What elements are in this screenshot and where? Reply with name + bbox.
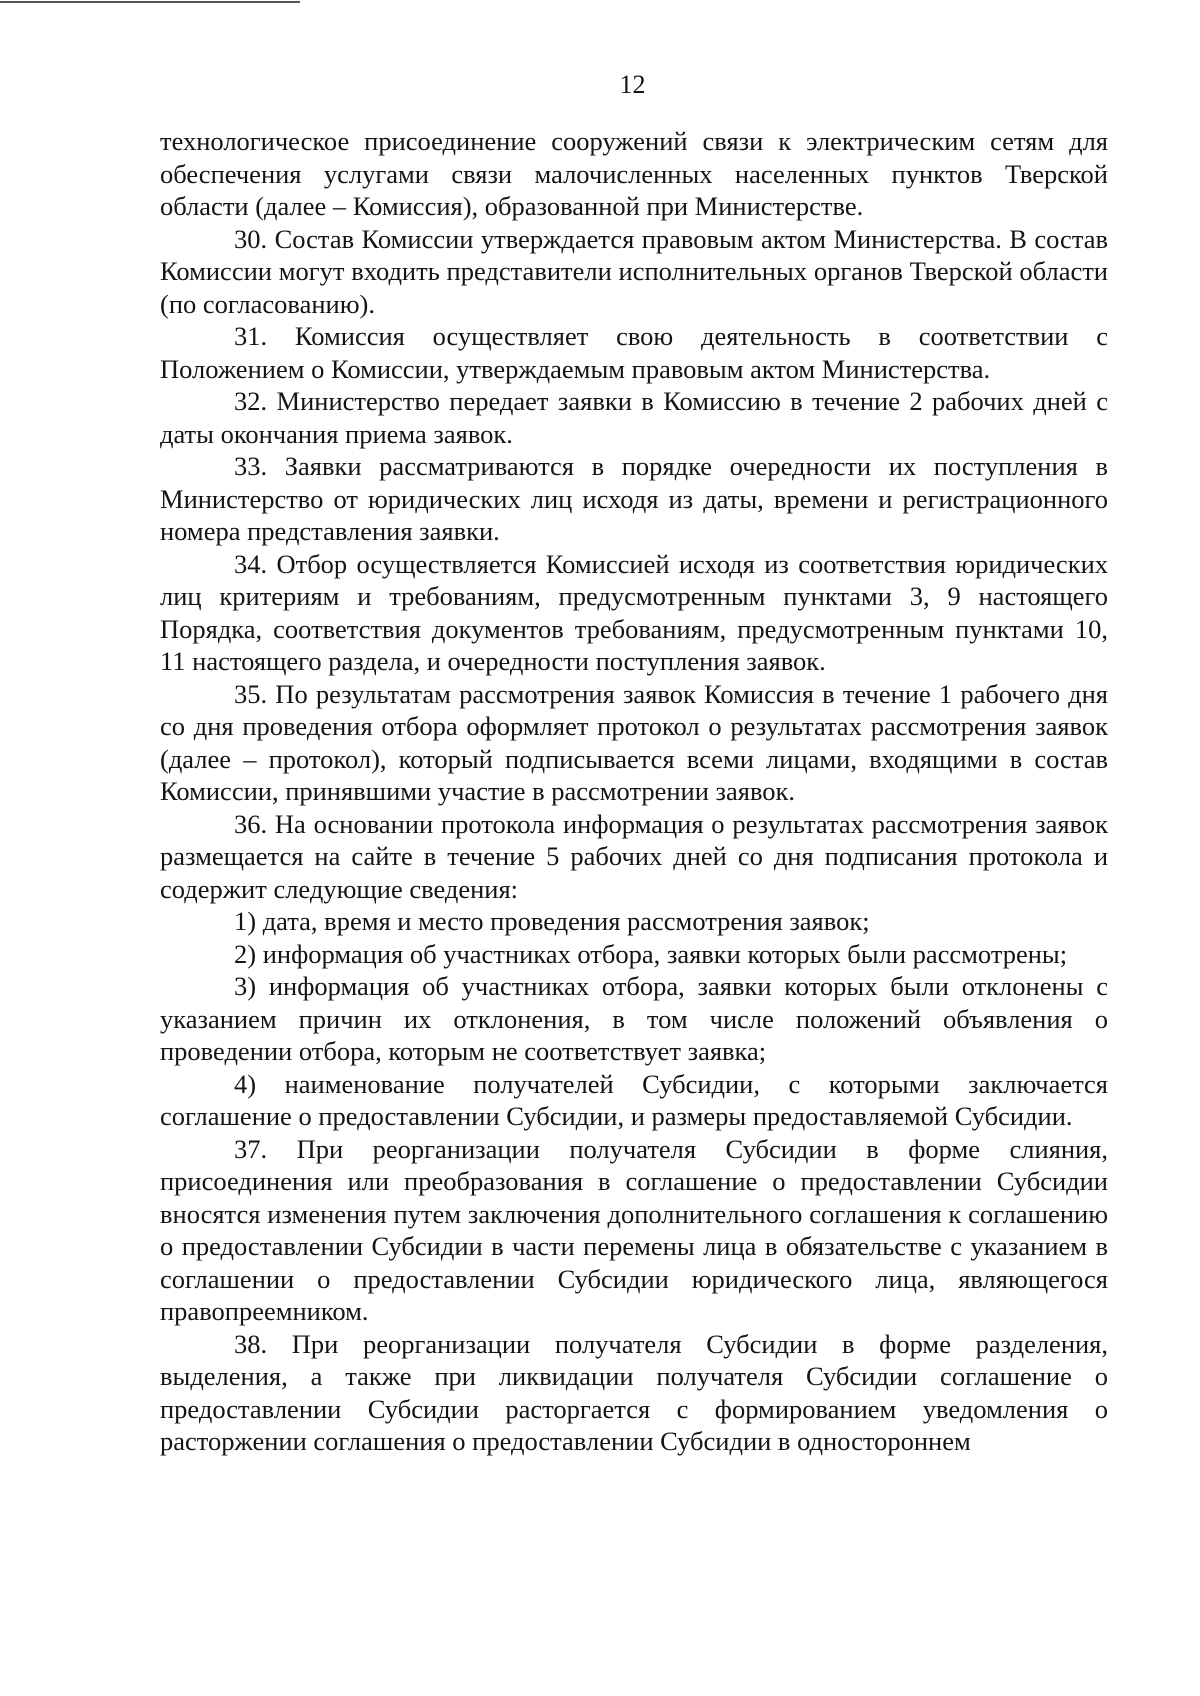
page-number: 12 (619, 70, 646, 99)
list-item-36-3: 3) информация об участниках отбора, заявки которых были отклонены с указанием причин их отклонения, в том числе положений объявления о проведении отбора, которым не соответствует заявка; (160, 971, 1108, 1066)
scan-edge-line (0, 1, 300, 3)
paragraph-33: 33. Заявки рассматриваются в порядке очередности их поступления в Министерство от юридических лиц исходя из даты, времени и регистрационного номера представления заявки. (160, 451, 1108, 546)
paragraph-37: 37. При реорганизации получателя Субсидии в форме слияния, присоединения или преобразования в соглашение о предоставлении Субсидии вносятся изменения путем заключения дополнительного соглашения к соглашению о предоставлении Субсидии в части перемены лица в обязательстве с указанием в соглашении о предоставлении Субсидии юридического лица, являющегося правопреемником. (160, 1133, 1108, 1326)
paragraph-36: 36. На основании протокола информация о результатах рассмотрения заявок размещается на сайте в течение 5 рабочих дней со дня подписания протокола и содержит следующие сведения: (160, 808, 1108, 904)
list-item-36-1: 1) дата, время и место проведения рассмотрения заявок; (234, 906, 870, 936)
paragraph-35: 35. По результатам рассмотрения заявок Комиссия в течение 1 рабочего дня со дня проведения отбора оформляет протокол о результатах рассмотрения заявок (далее – протокол), который подписывается всеми лицами, входящими в состав Комиссии, принявшими участие в рассмотрении заявок. (160, 678, 1108, 806)
paragraph-32: 32. Министерство передает заявки в Комиссию в течение 2 рабочих дней с даты окончания приема заявок. (160, 386, 1108, 449)
paragraph-38: 38. При реорганизации получателя Субсидии в форме разделения, выделения, а также при ликвидации получателя Субсидии соглашение о предоставлении Субсидии расторгается с формированием уведомления о расторжении соглашения о предоставлении Субсидии в одностороннем (160, 1328, 1108, 1456)
paragraph-continuation: технологическое присоединение сооружений связи к электрическим сетям для обеспечения услугами связи малочисленных населенных пунктов Тверской области (далее – Комиссия), образованной при Министерстве. (160, 126, 1108, 221)
paragraph-34: 34. Отбор осуществляется Комиссией исходя из соответствия юридических лиц критериям и требованиям, предусмотренным пунктами 3, 9 настоящего Порядка, соответствия документов требованиям, предусмотренным пунктами 10, 11 настоящего раздела, и очередности поступления заявок. (160, 548, 1108, 676)
list-item-36-4: 4) наименование получателей Субсидии, с которыми заключается соглашение о предоставлении Субсидии, и размеры предоставляемой Субсидии. (160, 1068, 1108, 1131)
document-body (160, 125, 1108, 1458)
paragraph-31: 31. Комиссия осуществляет свою деятельность в соответствии с Положением о Комиссии, утверждаемым правовым актом Министерства. (160, 321, 1108, 384)
list-item-36-2: 2) информация об участниках отбора, заявки которых были рассмотрены; (234, 938, 1068, 969)
paragraph-30: 30. Состав Комиссии утверждается правовым актом Министерства. В состав Комиссии могут входить представители исполнительных органов Тверской области (по согласованию). (160, 223, 1108, 319)
